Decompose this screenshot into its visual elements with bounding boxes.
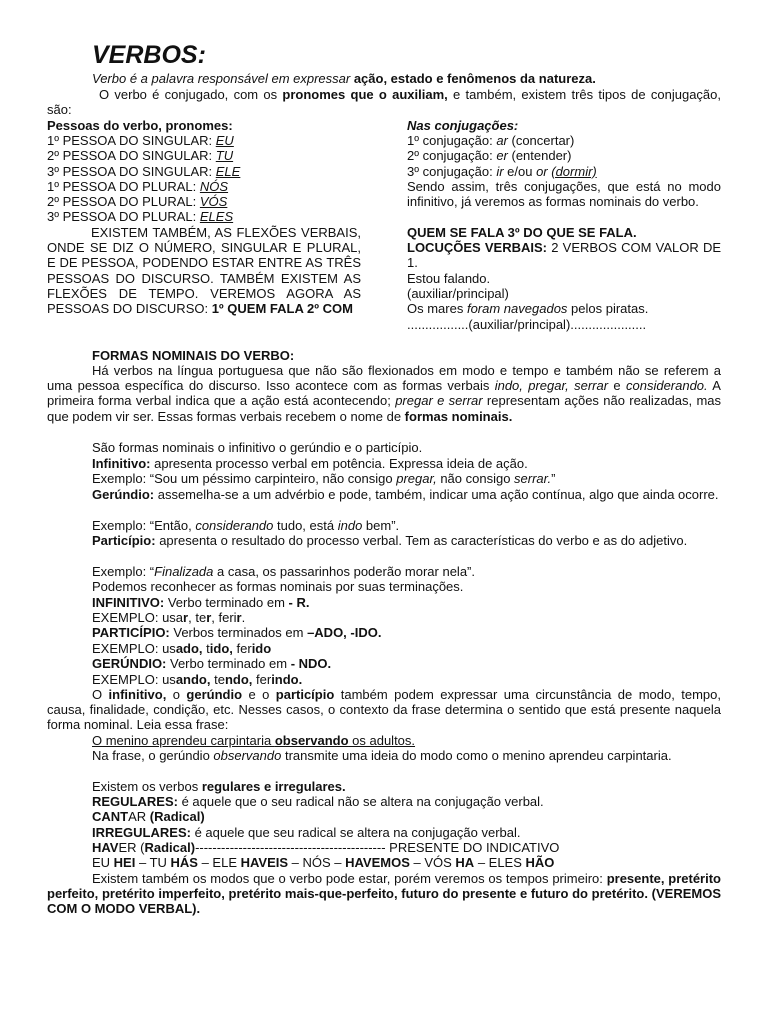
irregulares-label: IRREGULARES: xyxy=(92,825,191,840)
rule-ending: –ADO, -IDO. xyxy=(307,625,382,640)
estou-falando: Estou falando. xyxy=(407,271,491,286)
cantar-note: (Radical) xyxy=(149,809,205,824)
example-italic: considerando xyxy=(195,518,274,533)
na-frase-paragraph xyxy=(47,748,721,763)
conjugacao-row xyxy=(407,148,721,163)
conjugacao-ending: ar xyxy=(496,133,508,149)
formas-text: representam ações não realizadas, mas que podem vir ser. Essas formas verbais recebem o nome de xyxy=(47,393,721,424)
cantar-ending: AR xyxy=(128,809,150,824)
pronoun: – ELE xyxy=(197,855,241,870)
example-text: ” xyxy=(551,471,556,486)
verb-stem: t xyxy=(202,641,210,656)
mares-verb-phrase: foram navegados xyxy=(466,301,568,316)
example-italic: serrar. xyxy=(514,471,552,486)
infinitivo-rule-example xyxy=(92,610,245,625)
conjugacoes-heading: Nas conjugações: xyxy=(407,118,519,133)
formas-nominais-paragraph xyxy=(47,363,721,424)
participio-rule xyxy=(92,625,381,640)
pessoas-column xyxy=(47,118,362,224)
infinitivo-definition xyxy=(92,456,528,471)
irregulares-text: é aquele que seu radical se altera na conjugação verbal. xyxy=(190,825,521,840)
locucoes-label: LOCUÇÕES VERBAIS: xyxy=(407,240,548,255)
pronome: ELE xyxy=(215,163,241,179)
menino-example xyxy=(92,733,415,748)
verb-ending: r xyxy=(236,610,242,625)
circ-text: e o xyxy=(242,687,276,702)
modos-paragraph xyxy=(47,871,721,917)
verb-ending: ido xyxy=(251,641,272,656)
menino-text: O menino aprendeu carpintaria xyxy=(92,733,275,748)
circ-text: também podem expressar uma circunstância de modo, tempo, causa, finalidade, condição, etc. Nesses casos, o contexto da frase determina o sentido que está presente naquela forma nominal. Leia essa frase: xyxy=(47,687,721,733)
regulares-label: REGULARES: xyxy=(92,794,178,809)
verb-form: HAVEMOS xyxy=(345,855,410,870)
verb-form: HÁS xyxy=(170,855,198,870)
pronoun: – ELES xyxy=(474,855,526,870)
verb-tail: . xyxy=(241,610,246,625)
formas-italic: pregar e serrar xyxy=(395,393,483,409)
pronome: ELES xyxy=(199,209,234,225)
pessoa-label: 2º PESSOA DO SINGULAR: xyxy=(47,148,213,164)
pessoa-label: 3º PESSOA DO PLURAL: xyxy=(47,209,197,225)
auxiliar-principal-dots: .................(auxiliar/principal)..................... xyxy=(407,317,647,332)
verb-stem: te xyxy=(210,672,225,687)
pessoa-row xyxy=(47,179,362,194)
locucoes-paragraph xyxy=(407,240,721,270)
menino-emphasis: observando xyxy=(274,733,349,748)
conjugacao-example: (dormir) xyxy=(551,163,597,179)
pessoas-heading: Pessoas do verbo, pronomes: xyxy=(47,118,233,133)
haver-example xyxy=(92,840,559,855)
mares-text: Os mares xyxy=(407,301,467,316)
reconhecer-line: Podemos reconhecer as formas nominais por suas terminações. xyxy=(92,579,464,594)
circ-emphasis: gerúndio xyxy=(186,687,243,702)
circ-emphasis: particípio xyxy=(275,687,335,702)
verb-form: HAVEIS xyxy=(240,855,289,870)
pessoa-row xyxy=(47,194,362,209)
gerundio-rule-example xyxy=(92,672,302,687)
nafrase-text-end: transmite uma ideia do modo como o menino aprendeu carpintaria. xyxy=(281,748,672,763)
rule-label: INFINITIVO: xyxy=(92,595,165,610)
verb-stem: us xyxy=(162,672,176,687)
intro-line-1 xyxy=(92,71,722,86)
formas-text: e xyxy=(608,378,626,394)
regulares-text: é aquele que o seu radical não se altera na conjugação verbal. xyxy=(177,794,544,809)
sendo-assim-paragraph: Sendo assim, três conjugações, que está no modo infinitivo, já veremos as formas nominais do verbo. xyxy=(407,179,721,210)
formas-italic: considerando. xyxy=(625,378,708,394)
sao-formas-nominais: São formas nominais o infinitivo o gerúndio e o particípio. xyxy=(92,440,423,455)
gerundio-text: assemelha-se a um advérbio e pode, também, indicar uma ação contínua, algo que ainda ocorre. xyxy=(154,487,719,502)
conjugacao-label: 1º conjugação: xyxy=(407,133,497,149)
existem-text: Existem os verbos xyxy=(92,779,202,794)
haver-conjugation-line xyxy=(92,855,554,870)
auxiliar-principal-note: (auxiliar/principal) xyxy=(407,286,509,301)
pronome: VÓS xyxy=(199,194,228,210)
menino-text-end: os adultos. xyxy=(348,733,416,748)
verb-ending: ido, xyxy=(209,641,233,656)
mares-example xyxy=(407,301,648,316)
formas-text: Há verbos na língua portuguesa que não são flexionados em modo e tempo e também não se referem a uma pessoa específica do discurso. Isso acontece com as formas verbais xyxy=(47,363,721,394)
haver-ending: ER ( xyxy=(118,840,145,855)
pessoa-label: 1º PESSOA DO PLURAL: xyxy=(47,178,197,194)
rule-label: PARTICÍPIO: xyxy=(92,625,170,640)
intro-definition-text: Verbo é a palavra responsável em expressar xyxy=(92,71,354,86)
verb-ending: indo. xyxy=(271,672,303,687)
intro-text-end: e também, existem três tipos de conjugação, são: xyxy=(47,87,721,118)
pessoa-row xyxy=(47,133,362,148)
pessoa-label: 1º PESSOA DO SINGULAR: xyxy=(47,133,213,149)
pronome: TU xyxy=(215,148,234,164)
formas-text: A primeira forma verbal indica que a ação está acontecendo; xyxy=(47,378,721,409)
quem-se-fala: QUEM SE FALA 3º DO QUE SE FALA. xyxy=(407,225,637,240)
intro-paragraph xyxy=(47,87,721,117)
verb-stem: fer xyxy=(252,672,272,687)
verb-stem: , te xyxy=(188,610,207,625)
conjugacao-example: (entender) xyxy=(507,148,572,164)
exemplo-label: EXEMPLO: xyxy=(92,641,163,656)
example-text: Exemplo: “Então, xyxy=(92,518,196,533)
conjugacao-ending: er xyxy=(496,148,508,164)
infinitivo-rule xyxy=(92,595,309,610)
nafrase-text: Na frase, o gerúndio xyxy=(92,748,214,763)
rule-text: Verbos terminados em xyxy=(169,625,308,640)
formas-nominais-heading: FORMAS NOMINAIS DO VERBO: xyxy=(92,348,295,363)
pessoa-row xyxy=(47,148,362,163)
verb-ending: ndo, xyxy=(224,672,253,687)
verb-stem: us xyxy=(162,641,176,656)
pronome: NÓS xyxy=(199,178,229,194)
participio-example xyxy=(92,564,475,579)
exemplo-label: EXEMPLO: xyxy=(92,610,163,625)
flexoes-text: EXISTEM TAMBÉM, AS FLEXÕES VERBAIS, ONDE SE DIZ O NÚMERO, SINGULAR E PLURAL, E DE PESSOA, PODENDO ESTAR ENTRE AS TRÊS PESSOAS DO DISCURSO. TAMBÉM EXISTEM AS FLEXÕES DE TEMPO. VEREMOS AGORA AS PESSOAS DO DISCURSO: xyxy=(47,225,361,317)
pronome: EU xyxy=(215,133,234,149)
intro-definition-emphasis: ação, estado e fenômenos da natureza. xyxy=(353,71,596,86)
exemplo-label: EXEMPLO: xyxy=(92,672,163,687)
haver-presente-label: -------------------------------------------- PRESENTE DO INDICATIVO xyxy=(195,840,560,855)
verb-form: HEI xyxy=(113,855,136,870)
verb-stem: usa xyxy=(162,610,184,625)
gerundio-example xyxy=(92,518,399,533)
verb-ending: r xyxy=(183,610,189,625)
example-text: a casa, os passarinhos poderão morar nela”. xyxy=(213,564,475,579)
verb-stem: fer xyxy=(232,641,252,656)
circ-text: O xyxy=(92,687,109,702)
regulares-definition xyxy=(92,794,544,809)
gerundio-rule xyxy=(92,656,331,671)
infinitivo-example xyxy=(92,471,555,486)
example-italic: Finalizada xyxy=(154,564,214,579)
participio-text: apresenta o resultado do processo verbal. Tem as características do verbo e as do adjetivo. xyxy=(155,533,688,548)
pessoa-row xyxy=(47,209,362,224)
conjugacao-ending: or xyxy=(536,163,548,179)
modos-text: Existem também os modos que o verbo pode estar, porém veremos os tempos primeiro: xyxy=(92,871,607,886)
example-text: bem”. xyxy=(362,518,400,533)
nafrase-italic: observando xyxy=(213,748,282,763)
conjugacao-label: 2º conjugação: xyxy=(407,148,497,164)
pronoun: – TU xyxy=(135,855,171,870)
conjugacao-connector: e/ou xyxy=(503,163,537,179)
participio-rule-example xyxy=(92,641,271,656)
circ-emphasis: infinitivo, xyxy=(108,687,167,702)
verb-form: HA xyxy=(455,855,475,870)
existem-verbos xyxy=(92,779,346,794)
modos-emphasis: presente, pretérito perfeito, pretérito imperfeito, pretérito mais-que-perfeito, futuro do presente e futuro do pretérito. (VEREMOS COM O MODO VERBAL). xyxy=(47,871,722,917)
example-text: Exemplo: “ xyxy=(92,564,155,579)
pronoun: – VÓS xyxy=(409,855,456,870)
gerundio-definition xyxy=(47,487,721,502)
formas-emphasis: formas nominais. xyxy=(404,408,513,424)
mares-text-end: pelos piratas. xyxy=(567,301,649,316)
pessoa-label: 3º PESSOA DO SINGULAR: xyxy=(47,163,213,179)
formas-italic: indo, pregar, serrar xyxy=(494,378,609,394)
page-title: VERBOS: xyxy=(92,41,206,69)
example-italic: pregar, xyxy=(396,471,437,486)
rule-label: GERÚNDIO: xyxy=(92,656,167,671)
flexoes-emphasis: 1º QUEM FALA 2º COM xyxy=(211,301,353,317)
example-text: tudo, está xyxy=(273,518,338,533)
rule-text: Verbo terminado em xyxy=(166,656,291,671)
intro-pronouns-emphasis: pronomes que o auxiliam, xyxy=(282,87,448,102)
verb-stem: , feri xyxy=(211,610,237,625)
existem-emphasis: regulares e irregulares. xyxy=(201,779,346,794)
intro-text: O verbo é conjugado, com os xyxy=(99,87,283,102)
verb-ending: ando, xyxy=(175,672,211,687)
flexoes-paragraph xyxy=(47,225,361,316)
infinitivo-text: apresenta processo verbal em potência. Expressa ideia de ação. xyxy=(150,456,528,471)
verb-form: HÃO xyxy=(525,855,555,870)
pronoun: EU xyxy=(92,855,114,870)
participio-label: Particípio: xyxy=(92,533,156,548)
rule-ending: - NDO. xyxy=(290,656,332,671)
conjugacoes-column xyxy=(407,118,721,179)
conjugacao-label: 3º conjugação: xyxy=(407,163,497,179)
cantar-radical: CANT xyxy=(92,809,129,824)
cantar-example xyxy=(92,809,205,824)
circ-text: o xyxy=(166,687,187,702)
haver-note: Radical) xyxy=(144,840,196,855)
conjugacao-row xyxy=(407,133,721,148)
participio-definition xyxy=(47,533,721,548)
pessoa-row xyxy=(47,164,362,179)
example-italic: indo xyxy=(337,518,363,533)
pronoun: – NÓS – xyxy=(288,855,346,870)
verb-ending: r xyxy=(206,610,212,625)
example-text: Exemplo: “Sou um péssimo carpinteiro, não consigo xyxy=(92,471,397,486)
infinitivo-label: Infinitivo: xyxy=(92,456,151,471)
rule-ending: - R. xyxy=(288,595,310,610)
locucoes-text: 2 VERBOS COM VALOR DE 1. xyxy=(407,240,722,271)
conjugacao-example: (concertar) xyxy=(507,133,575,149)
circunstancia-paragraph xyxy=(47,687,721,733)
verb-ending: ado, xyxy=(175,641,203,656)
rule-text: Verbo terminado em xyxy=(164,595,289,610)
conjugacao-row xyxy=(407,164,721,179)
irregulares-definition xyxy=(92,825,521,840)
example-text: não consigo xyxy=(436,471,515,486)
conjugacao-ending: ir xyxy=(496,163,504,179)
haver-radical: HAV xyxy=(92,840,119,855)
pessoa-label: 2º PESSOA DO PLURAL: xyxy=(47,194,197,210)
gerundio-label: Gerúndio: xyxy=(92,487,155,502)
